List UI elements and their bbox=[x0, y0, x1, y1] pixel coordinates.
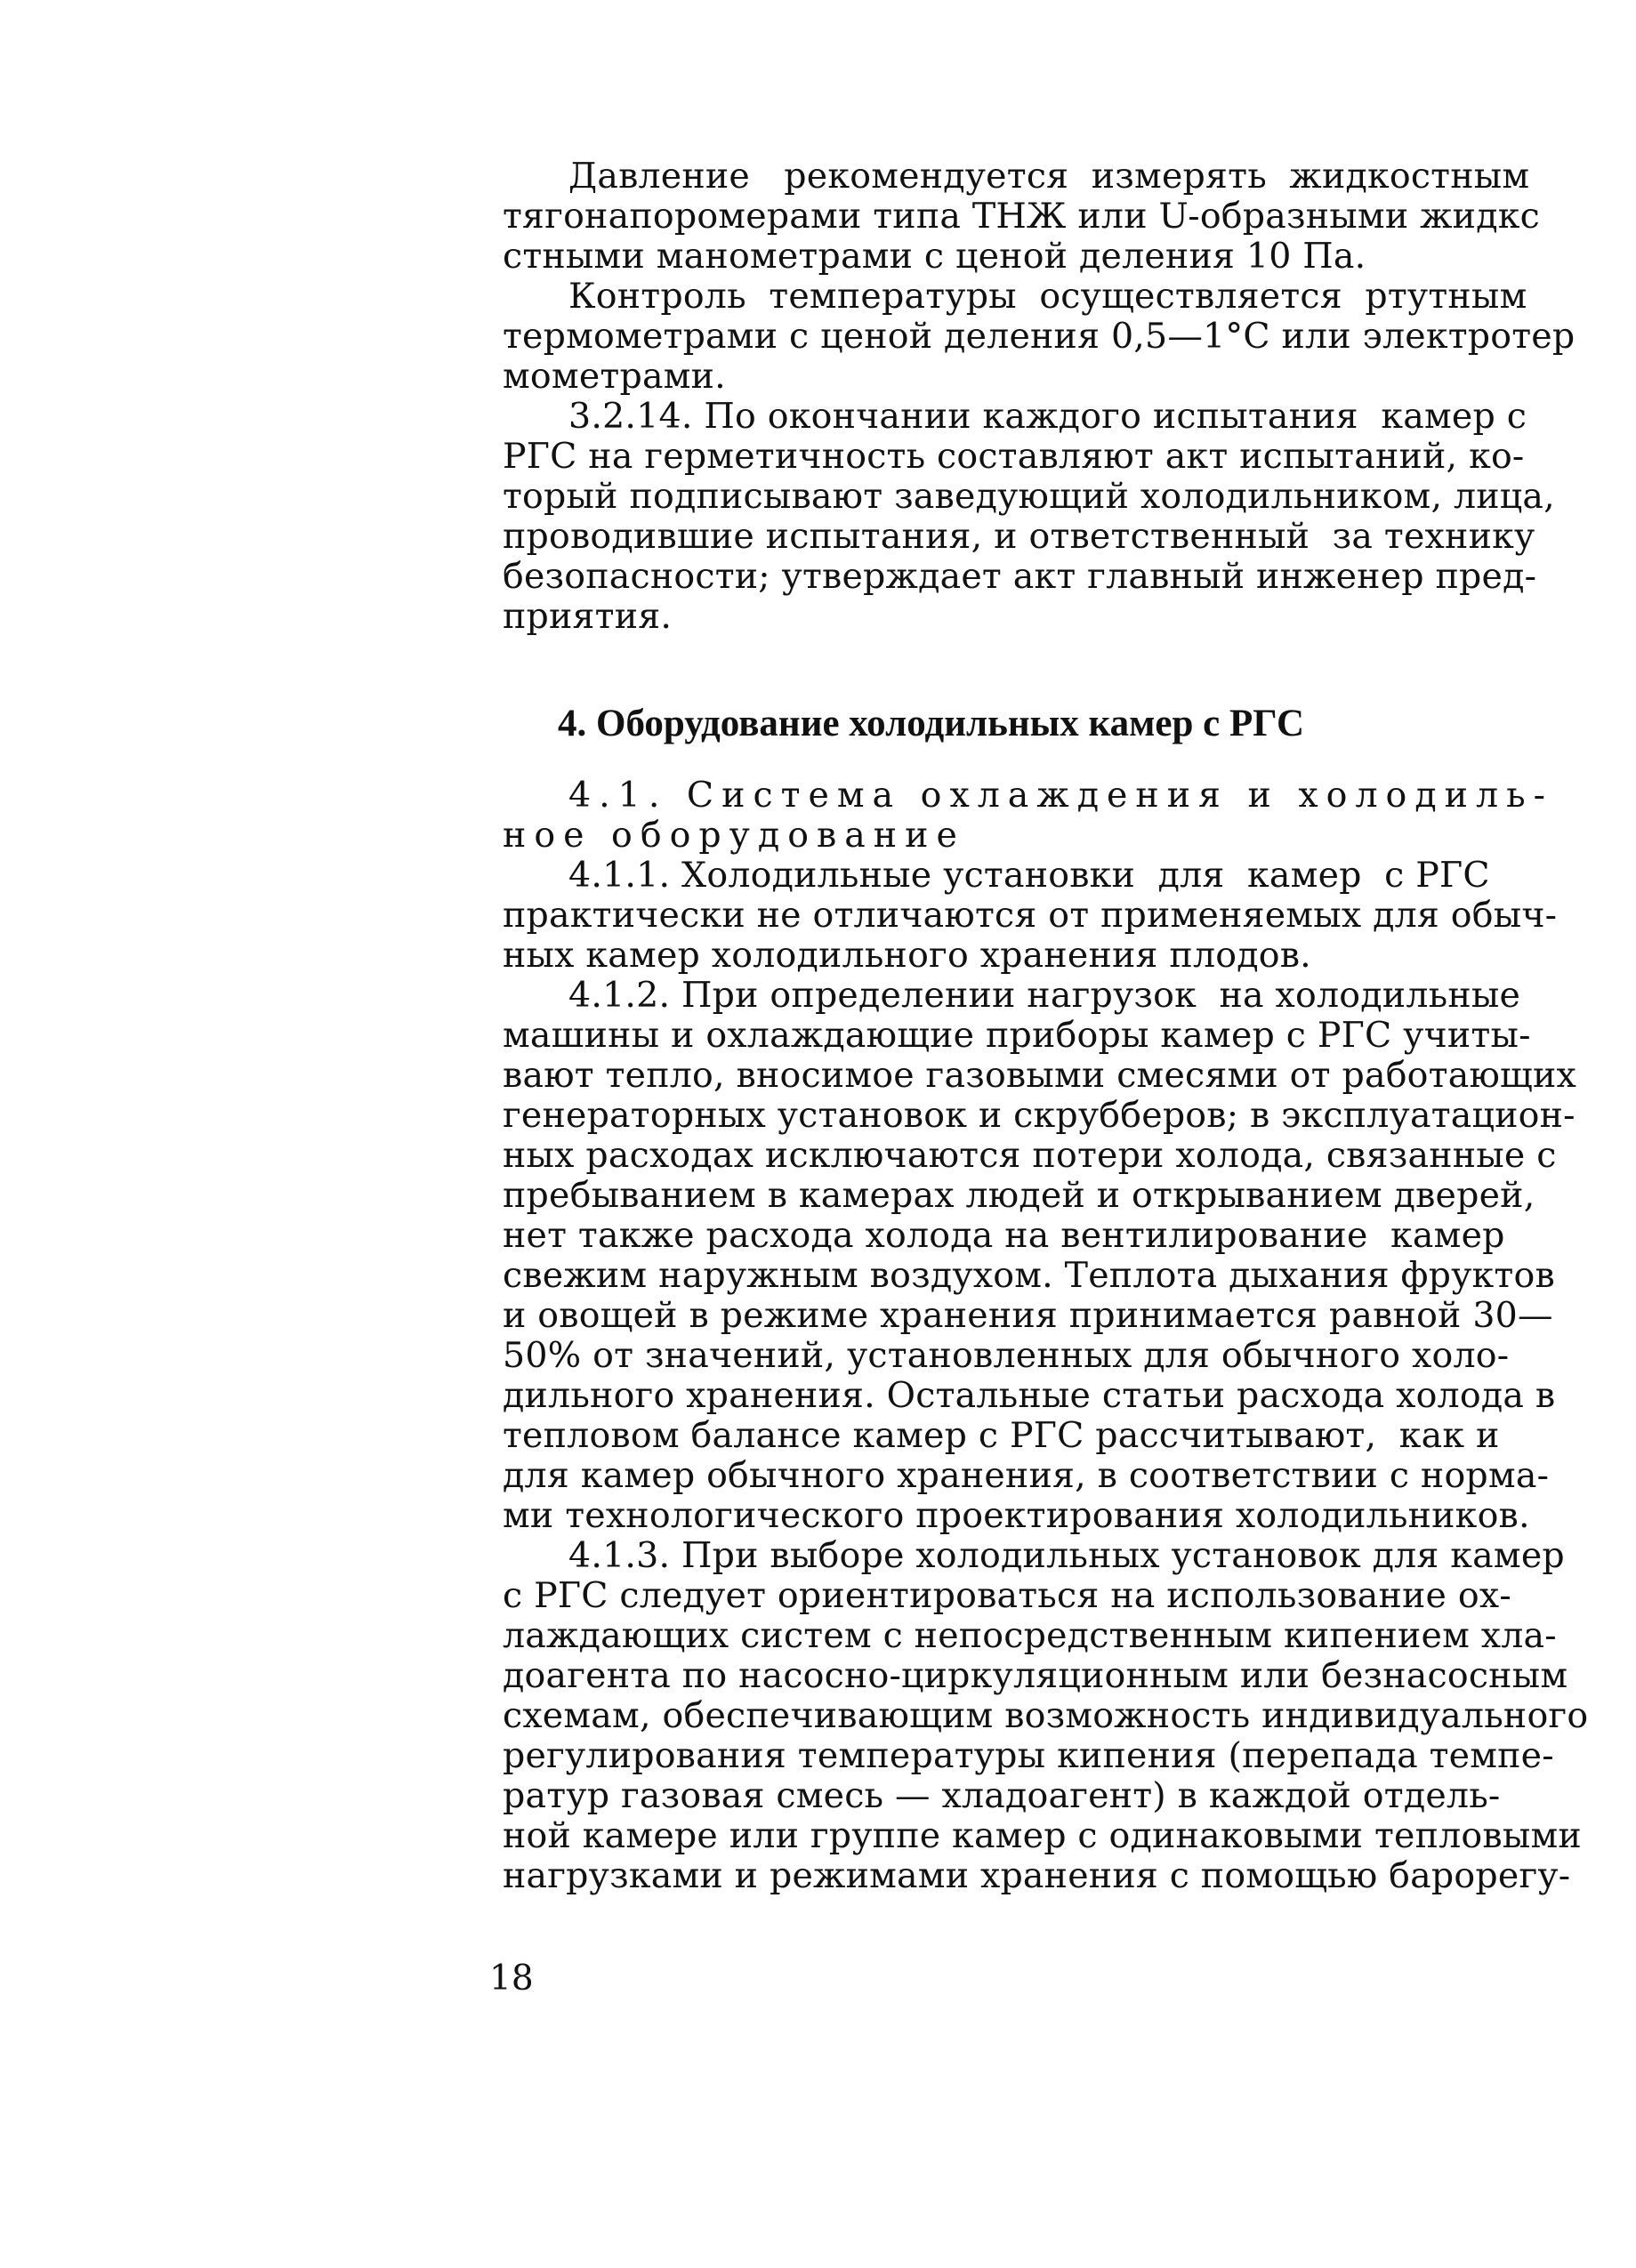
text-line: Давление рекомендуется измерять жидкостным bbox=[568, 156, 1530, 197]
text-line: тепловом балансе камер с РГС рассчитывают, как и bbox=[503, 1415, 1500, 1456]
text-line: приятия. bbox=[503, 596, 673, 637]
text-line: машины и охлаждающие приборы камер с РГС учиты- bbox=[503, 1015, 1531, 1056]
text-line: генераторных установок и скрубберов; в эксплуатацион- bbox=[503, 1095, 1576, 1136]
text-line: тягонапоромерами типа ТНЖ или U-образными жидкс bbox=[503, 196, 1540, 237]
text-line: 4.1. Система охлаждения и холодиль- bbox=[568, 775, 1553, 816]
text-line: 50% от значений, установленных для обычного холо- bbox=[503, 1335, 1510, 1376]
text-line: нет также расхода холода на вентилирование камер bbox=[503, 1215, 1505, 1256]
clause-4-1-2 bbox=[503, 975, 1576, 1536]
text-line: свежим наружным воздухом. Теплота дыхания фруктов bbox=[503, 1255, 1555, 1296]
temperature-paragraph bbox=[503, 276, 1576, 397]
text-line: термометрами с ценой деления 0,5—1°С или электротер bbox=[503, 316, 1576, 357]
text-line: ми технологического проектирования холодильников. bbox=[503, 1495, 1530, 1536]
page-number: 18 bbox=[489, 1958, 534, 1999]
text-line: схемам, обеспечивающим возможность индивидуального bbox=[503, 1695, 1589, 1736]
clause-4-1-1 bbox=[503, 855, 1558, 976]
text-line: нагрузками и режимами хранения с помощью барорегу- bbox=[503, 1855, 1571, 1896]
text-line: Контроль температуры осуществляется ртутным bbox=[568, 276, 1527, 317]
text-line: РГС на герметичность составляют акт испытаний, ко- bbox=[503, 436, 1525, 477]
text-line: ной камере или группе камер с одинаковыми тепловыми bbox=[503, 1815, 1582, 1856]
text-line: мометрами. bbox=[503, 356, 726, 397]
text-line: ное оборудование bbox=[503, 815, 965, 856]
text-line: торый подписывают заведующий холодильником, лица, bbox=[503, 476, 1555, 517]
text-line: с РГС следует ориентироваться на использование ох- bbox=[503, 1575, 1511, 1616]
text-line: 4.1.3. При выборе холодильных установок для камер bbox=[568, 1535, 1565, 1576]
text-line: регулирования температуры кипения (перепада темпе- bbox=[503, 1735, 1554, 1776]
text-line: стными манометрами с ценой деления 10 Па. bbox=[503, 236, 1366, 277]
section-spacer bbox=[503, 637, 1499, 703]
text-line: ратур газовая смесь — хладоагент) в каждой отдель- bbox=[503, 1775, 1501, 1816]
subsection-title bbox=[503, 775, 1553, 856]
text-column bbox=[503, 156, 1589, 1896]
text-line: 4.1.2. При определении нагрузок на холодильные bbox=[568, 975, 1521, 1016]
text-line: безопасности; утверждает акт главный инженер пред- bbox=[503, 556, 1537, 597]
text-line: 3.2.14. По окончании каждого испытания камер с bbox=[568, 396, 1527, 437]
pressure-paragraph bbox=[503, 156, 1540, 277]
clause-4-1-3 bbox=[503, 1535, 1589, 1896]
text-line: дильного хранения. Остальные статьи расхода холода в bbox=[503, 1375, 1556, 1416]
text-line: лаждающих систем с непосредственным кипением хла- bbox=[503, 1615, 1557, 1656]
text-line: ных расходах исключаются потери холода, связанные с bbox=[503, 1135, 1557, 1176]
section-heading: 4. Оборудование холодильных камер с РГС bbox=[558, 703, 1305, 744]
text-line: 4.1.1. Холодильные установки для камер с РГС bbox=[568, 855, 1490, 896]
text-line: ных камер холодильного хранения плодов. bbox=[503, 935, 1311, 976]
text-line: вают тепло, вносимое газовыми смесями от работающих bbox=[503, 1055, 1576, 1096]
text-line: практически не отличаются от применяемых для обыч- bbox=[503, 895, 1558, 936]
text-line: и овощей в режиме хранения принимается равной 30— bbox=[503, 1295, 1553, 1336]
clause-3-2-14 bbox=[503, 396, 1555, 637]
text-line: для камер обычного хранения, в соответствии с норма- bbox=[503, 1455, 1550, 1496]
text-line: проводившие испытания, и ответственный за технику bbox=[503, 516, 1535, 557]
text-line: пребыванием в камерах людей и открыванием дверей, bbox=[503, 1175, 1535, 1216]
text-line: доагента по насосно-циркуляционным или безнасосным bbox=[503, 1655, 1568, 1696]
